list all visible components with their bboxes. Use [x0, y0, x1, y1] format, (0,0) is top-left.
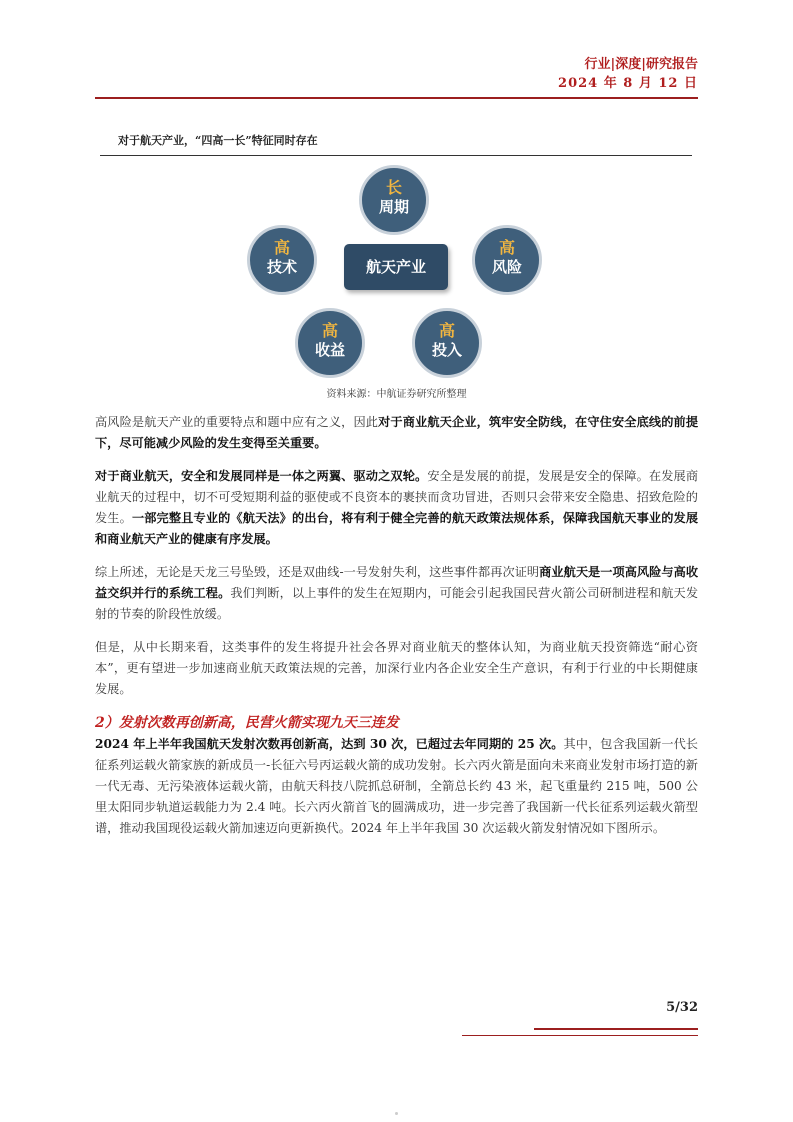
- footer-divider-thick: [534, 1028, 698, 1030]
- node-high-risk: [472, 225, 542, 295]
- node-long-cycle: [359, 165, 429, 235]
- report-type: 行业|深度|研究报告: [584, 57, 698, 72]
- node-top-text: 高: [438, 321, 455, 340]
- node-bottom-text: 收益: [314, 341, 345, 359]
- paragraph-4: 但是，从中长期来看，这类事件的发生将提升社会各界对商业航天的整体认知，为商业航天投资筛选“耐心资本”，更有望进一步加速商业航天政策法规的完善，加深行业内各企业安全生产意识，有利于行业的中长期健康发展。: [95, 640, 698, 696]
- footer-divider-thin: [462, 1035, 698, 1036]
- p1-text: 高风险是航天产业的重要特点和题中应有之义，因此: [95, 415, 379, 429]
- node-high-return: [295, 308, 365, 378]
- paragraph-1: [95, 412, 698, 454]
- section-heading: 2）发射次数再创新高，民营火箭实现九天三连发: [95, 715, 399, 731]
- node-bottom-text: 风险: [491, 258, 522, 276]
- node-bottom-text: 投入: [431, 341, 462, 359]
- node-high-investment: [412, 308, 482, 378]
- p3-text-tail: 我们判断，以上事件的发生在短期内，可能会引起我国民营火箭公司研制进程和航天发射的节奏的阶段性放缓。: [95, 586, 699, 621]
- paragraph-2: [95, 466, 698, 550]
- p2-text: 安全是发展的前提，发展是安全的保障。在发展商业航天的过程中，切不可受短期利益的驱使或不良资本的裹挟而贪功冒进，否则只会带来安全隐患、招致危险的发生。: [95, 469, 699, 525]
- header-divider: [95, 97, 698, 99]
- paragraph-5: [95, 734, 698, 839]
- center-aerospace-industry: 航天产业: [344, 244, 448, 290]
- node-bottom-text: 技术: [266, 258, 297, 276]
- node-high-technology: [247, 225, 317, 295]
- body-text: [95, 412, 698, 851]
- node-bottom-text: 周期: [378, 198, 409, 216]
- page-number: 5/32: [666, 1000, 698, 1015]
- paragraph-3: [95, 562, 698, 625]
- node-top-text: 高: [273, 238, 290, 257]
- decorative-dot: [395, 1112, 398, 1115]
- header: [558, 56, 698, 94]
- p1-bold: 对于商业航天企业，筑牢安全防线，在守住安全底线的前提下，尽可能减少风险的发生变得至关重要。: [95, 415, 699, 450]
- figure-title-divider: [100, 155, 692, 156]
- four-highs-one-long-diagram: [240, 165, 560, 375]
- p5-text: 其中，包含我国新一代长征系列运载火箭家族的新成员一-长征六号丙运载火箭的成功发射。长六丙火箭是面向未来商业发射市场打造的新一代无毒、无污染液体运载火箭，由航天科技八院抓总研制，全箭总长约 43 米，起飞重量约 215 吨，500 公里太阳同步轨道运载能力为 2.4 吨。长六丙火箭首飞的圆满成功，进一步完善了我国新一代长征系列运载火箭型谱，推动我国现役运载火箭加速迈向更新换代。2024 年上半年我国 30 次运载火箭发射情况如下图所示。: [95, 737, 698, 835]
- p3-bold: 商业航天是一项高风险与高收益交织并行的系统工程。: [95, 565, 699, 600]
- p3-text-lead: 综上所述，无论是天龙三号坠毁，还是双曲线-一号发射失利，这些事件都再次证明: [95, 565, 540, 579]
- p2-bold-lead: 对于商业航天，安全和发展同样是一体之两翼、驱动之双轮。: [95, 469, 428, 483]
- report-date: 2024 年 8 月 12 日: [558, 76, 698, 91]
- node-top-text: 长: [385, 178, 402, 197]
- node-top-text: 高: [498, 238, 515, 257]
- p2-bold-tail: 一部完整且专业的《航天法》的出台，将有利于健全完善的航天政策法规体系，保障我国航天事业的发展和商业航天产业的健康有序发展。: [95, 511, 699, 546]
- node-top-text: 高: [321, 321, 338, 340]
- p5-bold: 2024 年上半年我国航天发射次数再创新高，达到 30 次，已超过去年同期的 25 次。: [95, 737, 564, 751]
- figure-source: 资料来源：中航证券研究所整理: [326, 389, 467, 400]
- figure-title: 对于航天产业，“四高一长”特征同时存在: [118, 134, 318, 147]
